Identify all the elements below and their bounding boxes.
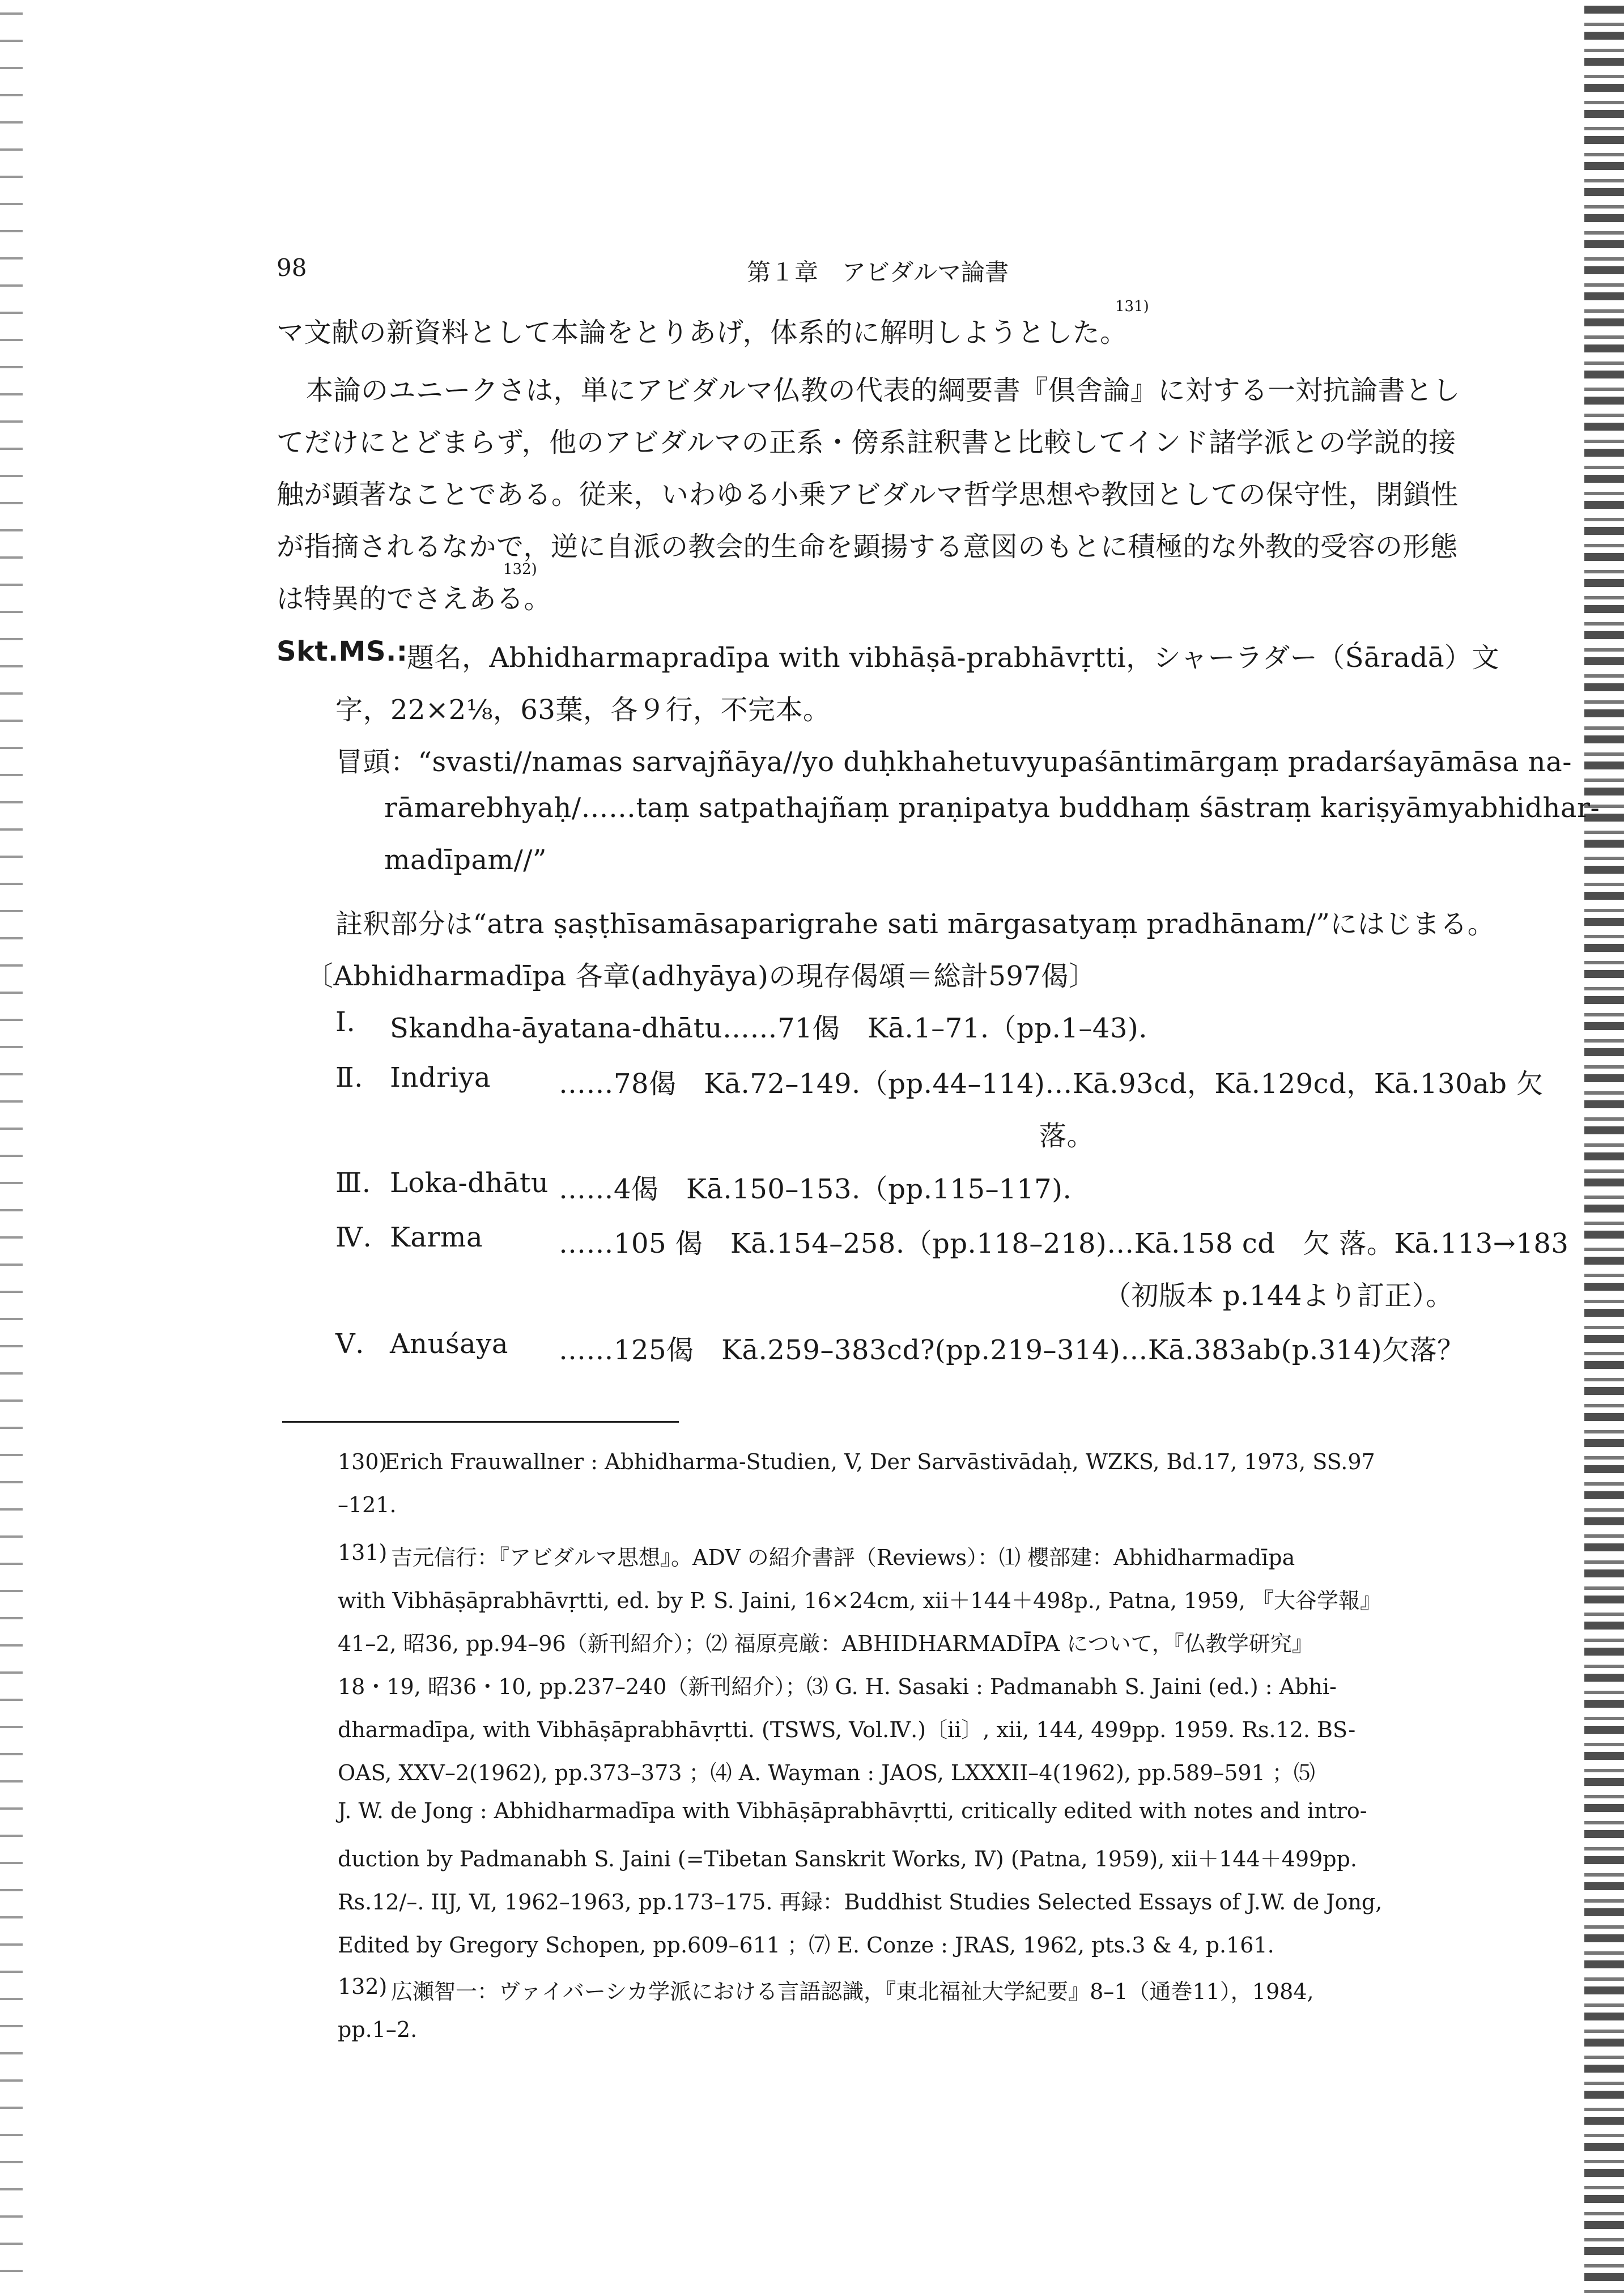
- opening-line-1: 冒頭：“svasti//namas sarvajñāya//yo duḥkhahetuvyupaśāntimārgaṃ pradarśayāmāsa na-: [335, 746, 1572, 778]
- skt-label: Skt.MS.:: [277, 636, 408, 667]
- para2-line-1: 本論のユニークさは，単にアビダルマ仏教の代表的綱要書『倶舎論』に対する一対抗論書とし: [306, 375, 1461, 406]
- para2-line-4: が指摘されるなかで，逆に自派の教会的生命を顕揚する意図のもとに積極的な外教的受容の形態: [277, 531, 1458, 563]
- footnote-line: J. W. de Jong : Abhidharmadīpa with Vibhāṣāprabhāvṛtti, critically edited with notes and intro-: [338, 1798, 1367, 1823]
- row-text: ……4偈 Kā.150–153.（pp.115–117).: [559, 1173, 1072, 1205]
- footnote-line: Edited by Gregory Schopen, pp.609–611 ；⑺ E. Conze : JRAS, 1962, pts.3 & 4, p.161.: [338, 1933, 1274, 1958]
- note-ref-131: 131): [1115, 298, 1149, 315]
- row-cont: （初版本 p.144より訂正）。: [1104, 1280, 1453, 1312]
- row-num: Ⅲ.: [335, 1167, 371, 1199]
- para2-line-2: てだけにとどまらず，他のアビダルマの正系・傍系註釈書と比較してインド諸学派との学説的接: [277, 427, 1456, 458]
- row-num: Ⅳ.: [335, 1222, 372, 1253]
- opening-line-3: madīpam//”: [384, 844, 547, 876]
- footnote-line: 吉元信行：『アビダルマ思想』。ADV の紹介書評（Reviews）：⑴ 櫻部建：Abhidharmadīpa: [391, 1545, 1295, 1570]
- row-text: ……105 偈 Kā.154–258.（pp.118–218)…Kā.158 cd 欠 落。Kā.113→183: [559, 1228, 1569, 1260]
- note-ref-132: 132): [503, 561, 537, 578]
- footnote-line: Rs.12/–. IIJ, Ⅵ, 1962–1963, pp.173–175. 再録：Buddhist Studies Selected Essays of J.W. de Jong,: [338, 1890, 1383, 1915]
- footnote-line: Erich Frauwallner : Abhidharma-Studien, V, Der Sarvāstivādaḥ, WZKS, Bd.17, 1973, SS.97: [384, 1449, 1375, 1474]
- footnote-number: 132): [338, 1974, 388, 1999]
- row-name: Karma: [390, 1222, 483, 1253]
- footnote-line: duction by Padmanabh S. Jaini (=Tibetan Sanskrit Works, Ⅳ) (Patna, 1959), xii＋144＋499pp.: [338, 1847, 1357, 1871]
- footnote-line: –121.: [338, 1492, 397, 1517]
- para1-line: マ文献の新資料として本論をとりあげ，体系的に解明しようとした。: [277, 317, 1128, 348]
- opening-line-2: rāmarebhyaḥ/……taṃ satpathajñaṃ praṇipatya buddhaṃ śāstraṃ kariṣyāmyabhidhar-: [384, 792, 1600, 824]
- scan-edge-right: [1584, 0, 1624, 2293]
- commentary-line: 註釈部分は“atra ṣaṣṭhīsamāsaparigrahe sati mārgasatyaṃ pradhānam/”にはじまる。: [335, 908, 1495, 940]
- footnote-line: with Vibhāṣāprabhāvṛtti, ed. by P. S. Jaini, 16×24cm, xii＋144＋498p., Patna, 1959, 『大谷学報』: [338, 1588, 1381, 1613]
- footnote-line: pp.1–2.: [338, 2017, 418, 2042]
- footnote-line: dharmadīpa, with Vibhāṣāprabhāvṛtti. (TSWS, Vol.Ⅳ.)〔ii〕, xii, 144, 499pp. 1959. Rs.12. BS-: [338, 1717, 1356, 1742]
- row-text: Skandha-āyatana-dhātu……71偈 Kā.1–71.（pp.1–43).: [390, 1013, 1147, 1044]
- footnote-line: 広瀬智一：ヴァイバーシカ学派における言語認識，『東北福祉大学紀要』8–1（通巻11），1984,: [391, 1979, 1314, 2004]
- scan-edge-left: [0, 0, 23, 2293]
- row-num: Ⅰ.: [335, 1006, 356, 1038]
- table-heading: 〔Abhidharmadīpa 各章(adhyāya)の現存偈頌＝総計597偈〕: [306, 960, 1096, 992]
- row-text: ……125偈 Kā.259–383cd?(pp.219–314)…Kā.383ab(p.314)欠落？: [559, 1334, 1465, 1366]
- para2-line-5: は特異的でさえある。: [277, 583, 552, 615]
- row-num: Ⅱ.: [335, 1062, 363, 1094]
- skt-line-2: 字，22×2⅛，63葉，各９行，不完本。: [335, 694, 831, 726]
- page-number: 98: [277, 254, 307, 282]
- skt-line-1: 題名，Abhidharmapradīpa with vibhāṣā-prabhāvṛtti，シャーラダー（Śāradā）文: [407, 642, 1500, 674]
- footnote-line: OAS, XXV–2(1962), pp.373–373 ；⑷ A. Wayman : JAOS, LXXXII–4(1962), pp.589–591 ；⑸: [338, 1760, 1315, 1785]
- row-name: Indriya: [390, 1062, 491, 1094]
- footnote-divider: [282, 1421, 679, 1423]
- para2-line-3: 触が顕著なことである。従来，いわゆる小乗アビダルマ哲学思想や教団としての保守性，閉鎖性: [277, 479, 1459, 510]
- footnote-line: 41–2, 昭36, pp.94–96（新刊紹介）；⑵ 福原亮厳：ABHIDHARMADĪPA について，『仏教学研究』: [338, 1631, 1313, 1656]
- row-num: Ⅴ.: [335, 1328, 364, 1360]
- footnote-number: 131): [338, 1540, 388, 1565]
- footnote-number: 130): [338, 1449, 388, 1474]
- row-cont: 落。: [1039, 1120, 1095, 1152]
- row-text: ……78偈 Kā.72–149.（pp.44–114)…Kā.93cd，Kā.129cd，Kā.130ab 欠: [559, 1068, 1544, 1100]
- chapter-title: 第１章 アビダルマ論書: [747, 258, 1009, 286]
- footnote-line: 18・19, 昭36・10, pp.237–240（新刊紹介）；⑶ G. H. Sasaki : Padmanabh S. Jaini (ed.) : Abhi-: [338, 1674, 1337, 1699]
- row-name: Anuśaya: [390, 1328, 508, 1360]
- row-name: Loka-dhātu: [390, 1167, 549, 1199]
